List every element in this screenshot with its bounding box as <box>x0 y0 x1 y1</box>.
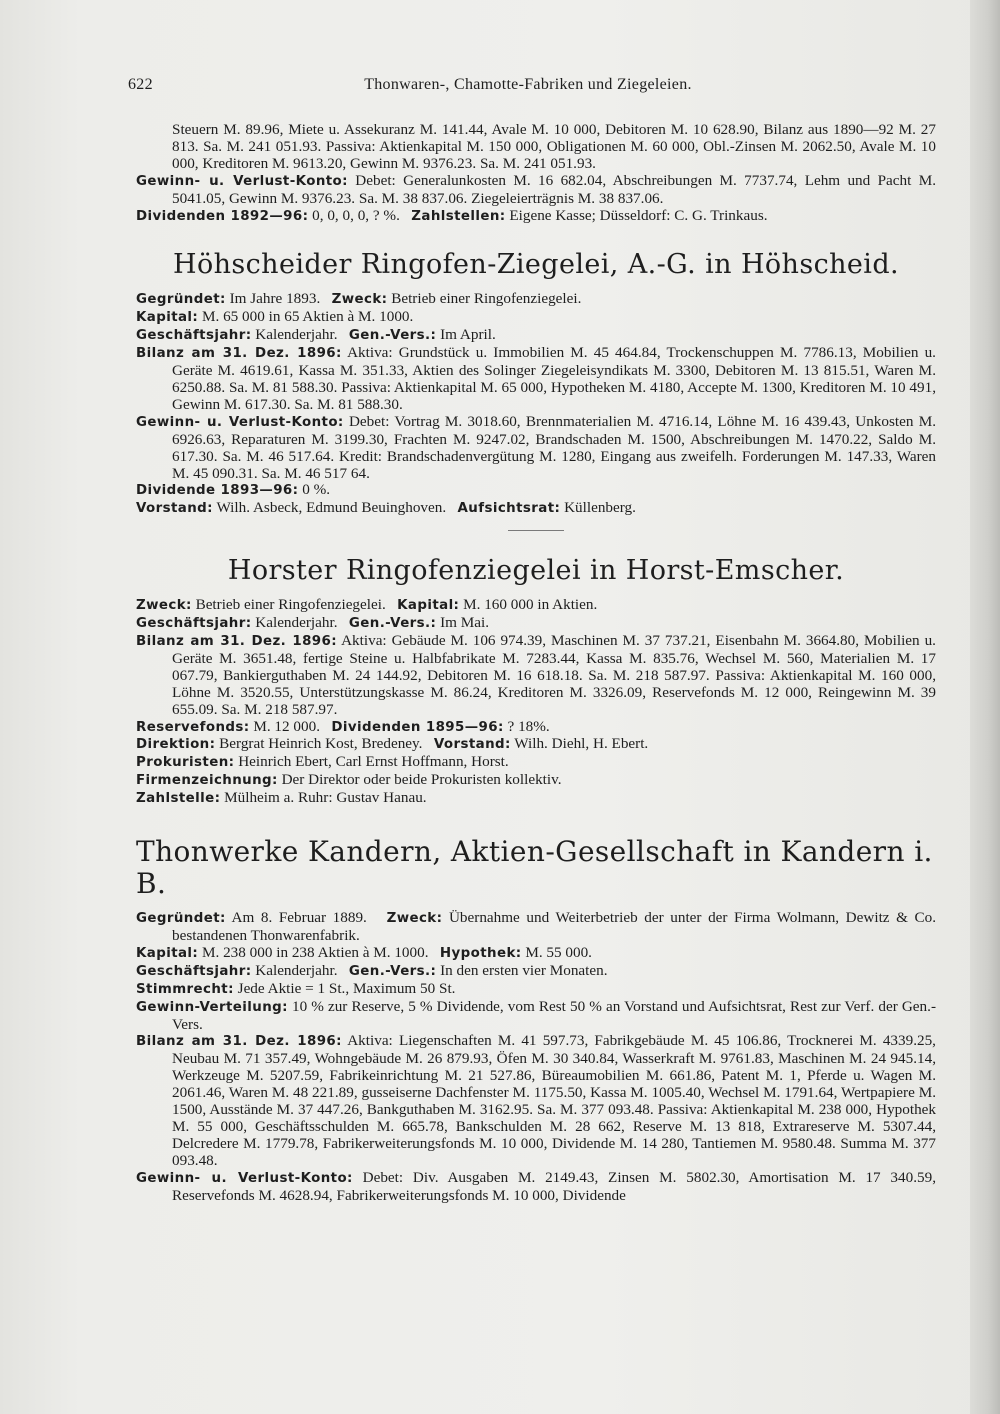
kandern-bilanz-label: Bilanz am 31. Dez. 1896: <box>136 1034 342 1050</box>
entry-horst <box>136 597 936 808</box>
kandern-stimmrecht-label: Stimmrecht: <box>136 981 234 997</box>
kandern-gewinnverteilung-label: Gewinn-Verteilung: <box>136 999 288 1015</box>
kandern-kapital-text: M. 238 000 in 238 Aktien à M. 1000. <box>201 943 429 961</box>
page-edge-shadow <box>970 0 1000 1414</box>
horst-firmenzeichnung-text: Der Direktor oder beide Prokuristen kollektiv. <box>281 771 562 789</box>
continued-zahlstellen-label: Zahlstellen: <box>411 208 506 224</box>
kandern-gegruendet-label: Gegründet: <box>136 911 226 927</box>
kandern-guv-paragraph <box>136 1170 936 1205</box>
hoehscheid-bilanz-label: Bilanz am 31. Dez. 1896: <box>136 346 342 362</box>
kandern-genvers-text: In den ersten vier Monaten. <box>440 961 608 979</box>
horst-genvers-text: Im Mai. <box>440 614 490 632</box>
continued-gv-text: Debet: Generalunkosten M. 16 682.04, Abschreibungen M. 7737.74, Lehm und Pacht M. 5041.05, Gewinn M. 9376.23. Sa. M. 38 837.06. Ziegeleierträgnis M. 38 837.06. <box>172 171 936 207</box>
horst-bilanz-text: Aktiva: Gebäude M. 106 974.39, Maschinen M. 37 737.21, Eisenbahn M. 3664.80, Mobilien u. Geräte M. 3651.48, fertige Steine u. Halbfabrikate M. 7283.44, Kassa M. 835.76, Wechsel M. 560, Materialien M. 17 067.79, Bankierguthaben M. 24 144.92, Debitoren M. 16 618.18. Sa. M. 218 587.97. Passiva: Aktienkapital M. 160 000, Löhne M. 3520.55, Unterstützungskasse M. 86.24, Kreditoren M. 3326.09, Reservefonds M. 12 000, Reingewinn M. 39 655.09. Sa. M. 218 587.97. <box>172 632 936 718</box>
page-content <box>136 122 936 1205</box>
continued-gv-label: Gewinn- u. Verlust-Konto: <box>136 173 348 189</box>
hoehscheid-guv-text: Debet: Vortrag M. 3018.60, Brennmaterialien M. 4716.14, Löhne M. 16 439.43, Unkosten M. 6926.63, Reparaturen M. 3199.30, Frachten M. 9247.02, Brandschaden M. 1500, Abschreibungen M. 1470.22, Saldo M. 617.30. Sa. M. 46 517.64. Kredit: Brandschadenvergütung M. 1280, Eingang aus zweifelh. Forderungen M. 147.33, Waren M. 45 090.31. Sa. M. 46 517 64. <box>172 412 936 482</box>
hoehscheid-dividende-text: 0 %. <box>302 481 331 499</box>
hoehscheid-geschaeftsjahr-paragraph <box>136 327 936 345</box>
kandern-bilanz-text: Aktiva: Liegenschaften M. 41 597.73, Fabrikgebäude M. 45 106.86, Trocknerei M. 4339.25, Neubau M. 71 357.49, Wohngebäude M. 26 879.93, Öfen M. 30 340.84, Wasserkraft M. 9761.83, Maschinen M. 24 945.14, Werkzeuge M. 5207.59, Fabrikeinrichtung M. 21 527.86, Büreaumobilien M. 661.86, Patent M. 1, Pferde u. Wagen M. 2061.46, Waren M. 48 221.89, gusseiserne Dachfenster M. 1175.50, Kassa M. 1005.40, Wechsel M. 1791.64, Wertpapiere M. 1500, Ausstände M. 37 447.26, Bankguthaben M. 3162.95. Sa. M. 377 093.48. Passiva: Aktienkapital M. 238 000, Hypothek M. 55 000, Geschäftsschulden M. 665.78, Bankschulden M. 28 662, Reserve M. 13 818, Extrareserve M. 5307.44, Delcredere M. 1779.78, Fabrikerweiterungsfonds M. 10 000, Dividende M. 14 280, Tantiemen M. 9580.48. Summa M. 377 093.48. <box>172 1032 936 1169</box>
hoehscheid-gegruendet-text: Im Jahre 1893. <box>229 290 321 308</box>
kandern-hypothek-label: Hypothek: <box>439 945 522 961</box>
hoehscheid-aufsichtsrat-text: Küllenberg. <box>564 499 636 517</box>
horst-zahlstelle-label: Zahlstelle: <box>136 791 221 807</box>
horst-geschaeftsjahr-text: Kalenderjahr. <box>255 614 338 632</box>
horst-genvers-label: Gen.-Vers.: <box>348 616 437 632</box>
kandern-zweck-label: Zweck: <box>386 911 443 927</box>
kandern-geschaeftsjahr-text: Kalenderjahr. <box>255 961 338 979</box>
horst-direktion-paragraph <box>136 736 936 754</box>
hoehscheid-bilanz-paragraph <box>136 345 936 414</box>
horst-prokuristen-label: Prokuristen: <box>136 755 235 771</box>
horst-zweck-text: Betrieb einer Ringofenziegelei. <box>195 596 386 614</box>
horst-prokuristen-paragraph <box>136 754 936 772</box>
horst-kapital-text: M. 160 000 in Aktien. <box>463 596 598 614</box>
continued-balance-text: Steuern M. 89.96, Miete u. Assekuranz M. 141.44, Avale M. 10 000, Debitoren M. 10 628.90, Bilanz aus 1890—92 M. 27 813. Sa. M. 241 051.93. Passiva: Aktienkapital M. 150 000, Obligationen M. 60 000, Obl.-Zinsen M. 2062.50, Avale M. 10 000, Kreditoren M. 9613.20, Gewinn M. 9376.23. Sa. M. 241 051.93. <box>172 121 936 172</box>
horst-firmenzeichnung-label: Firmenzeichnung: <box>136 773 278 789</box>
hoehscheid-vorstand-label: Vorstand: <box>136 501 213 517</box>
kandern-bilanz-paragraph <box>136 1033 936 1169</box>
hoehscheid-vorstand-text: Wilh. Asbeck, Edmund Beuinghoven. <box>216 499 447 517</box>
kandern-guv-text: Debet: Div. Ausgaben M. 2149.43, Zinsen M. 5802.30, Amortisation M. 17 340.59, Reservefonds M. 4628.94, Fabrikerweiterungsfonds M. 10 000, Dividende <box>172 1168 936 1204</box>
entry-continued <box>136 122 936 225</box>
horst-zahlstelle-text: Mülheim a. Ruhr: Gustav Hanau. <box>224 789 427 807</box>
firm-title-kandern: Thonwerke Kandern, Aktien-Gesellschaft in Kandern i. B. <box>136 835 933 901</box>
horst-dividenden-label: Dividenden 1895—96: <box>331 719 504 735</box>
horst-reservefonds-text: M. 12 000. <box>253 717 320 735</box>
hoehscheid-geschaeftsjahr-text: Kalenderjahr. <box>255 326 338 344</box>
hoehscheid-gegruendet-label: Gegründet: <box>136 292 226 308</box>
kandern-stimmrecht-paragraph <box>136 981 936 999</box>
kandern-geschaeftsjahr-label: Geschäftsjahr: <box>136 963 252 979</box>
hoehscheid-kapital-label: Kapital: <box>136 310 199 326</box>
firm-title-hoehscheid: Höhscheider Ringofen-Ziegelei, A.-G. in Höhscheid. <box>173 249 899 281</box>
hoehscheid-guv-paragraph <box>136 414 936 483</box>
horst-zweck-paragraph <box>136 597 936 615</box>
horst-zweck-label: Zweck: <box>136 598 192 614</box>
kandern-gewinnverteilung-paragraph <box>136 999 936 1034</box>
horst-zahlstelle-paragraph <box>136 790 936 808</box>
continued-zahlstellen-text: Eigene Kasse; Düsseldorf: C. G. Trinkaus. <box>509 206 768 224</box>
kandern-kapital-label: Kapital: <box>136 945 199 961</box>
hoehscheid-dividende-label: Dividende 1893—96: <box>136 483 299 499</box>
kandern-kapital-paragraph <box>136 945 936 963</box>
page-number: 622 <box>128 76 153 93</box>
kandern-hypothek-text: M. 55 000. <box>525 943 592 961</box>
kandern-gegruendet-text: Am 8. Februar 1889. <box>231 909 367 927</box>
kandern-guv-label: Gewinn- u. Verlust-Konto: <box>136 1170 353 1186</box>
horst-vorstand-text: Wilh. Diehl, H. Ebert. <box>514 735 649 753</box>
hoehscheid-aufsichtsrat-label: Aufsichtsrat: <box>457 501 561 517</box>
kandern-stimmrecht-text: Jede Aktie = 1 St., Maximum 50 St. <box>237 979 456 997</box>
running-header <box>128 76 928 100</box>
horst-firmenzeichnung-paragraph <box>136 772 936 790</box>
firm-title-horst: Horster Ringofenziegelei in Horst-Emscher. <box>227 555 845 587</box>
horst-vorstand-label: Vorstand: <box>433 737 511 753</box>
continued-dividend-paragraph <box>136 208 936 226</box>
hoehscheid-guv-label: Gewinn- u. Verlust-Konto: <box>136 414 344 430</box>
kandern-zweck-text: Übernahme und Weiterbetrieb der unter der Firma Wolmann, Dewitz & Co. bestandenen Thonwarenfabrik. <box>172 909 937 944</box>
kandern-gewinnverteilung-text: 10 % zur Reserve, 5 % Dividende, vom Rest 50 % an Vorstand und Aufsichtsrat, Rest zur Verf. der Gen.-Vers. <box>172 997 936 1033</box>
horst-dividenden-text: ? 18%. <box>507 717 550 735</box>
hoehscheid-genvers-text: Im April. <box>440 326 496 344</box>
continued-dividend-text: 0, 0, 0, 0, ? %. <box>312 206 400 224</box>
hoehscheid-gegruendet-paragraph <box>136 291 936 309</box>
hoehscheid-geschaeftsjahr-label: Geschäftsjahr: <box>136 328 252 344</box>
hoehscheid-bilanz-text: Aktiva: Grundstück u. Immobilien M. 45 464.84, Trockenschuppen M. 7786.13, Mobilien u. Geräte M. 4619.61, Kassa M. 351.33, Aktien des Solinger Ziegeleisyndikats M. 3300, Debitoren M. 13 815.51, Waren M. 6250.88. Sa. M. 81 588.30. Passiva: Aktienkapital M. 65 000, Hypotheken M. 4180, Accepte M. 1300, Kreditoren M. 10 491, Gewinn M. 617.30. Sa. M. 81 588.30. <box>172 344 936 413</box>
hoehscheid-dividende-paragraph <box>136 482 936 500</box>
hoehscheid-zweck-label: Zweck: <box>331 292 388 308</box>
horst-bilanz-label: Bilanz am 31. Dez. 1896: <box>136 634 337 650</box>
kandern-genvers-label: Gen.-Vers.: <box>348 963 437 979</box>
hoehscheid-vorstand-paragraph <box>136 500 936 518</box>
horst-bilanz-paragraph <box>136 633 936 719</box>
hoehscheid-kapital-text: M. 65 000 in 65 Aktien à M. 1000. <box>201 308 414 326</box>
horst-reservefonds-paragraph <box>136 719 936 737</box>
running-title: Thonwaren-, Chamotte-Fabriken und Ziegeleien. <box>364 76 692 93</box>
section-divider <box>508 530 564 531</box>
horst-geschaeftsjahr-label: Geschäftsjahr: <box>136 616 252 632</box>
kandern-gegruendet-paragraph <box>136 910 936 945</box>
entry-hoehscheid <box>136 291 936 518</box>
continued-dividend-label: Dividenden 1892—96: <box>136 208 309 224</box>
kandern-geschaeftsjahr-paragraph <box>136 963 936 981</box>
horst-geschaeftsjahr-paragraph <box>136 615 936 633</box>
horst-prokuristen-text: Heinrich Ebert, Carl Ernst Hoffmann, Horst. <box>238 753 509 771</box>
horst-direktion-text: Bergrat Heinrich Kost, Bredeney. <box>219 735 423 753</box>
horst-reservefonds-label: Reservefonds: <box>136 719 250 735</box>
horst-kapital-label: Kapital: <box>397 598 460 614</box>
hoehscheid-kapital-paragraph <box>136 309 936 327</box>
horst-direktion-label: Direktion: <box>136 737 216 753</box>
hoehscheid-genvers-label: Gen.-Vers.: <box>348 328 437 344</box>
hoehscheid-zweck-text: Betrieb einer Ringofenziegelei. <box>391 290 582 308</box>
entry-kandern <box>136 910 936 1204</box>
continued-gv-paragraph <box>136 173 936 208</box>
